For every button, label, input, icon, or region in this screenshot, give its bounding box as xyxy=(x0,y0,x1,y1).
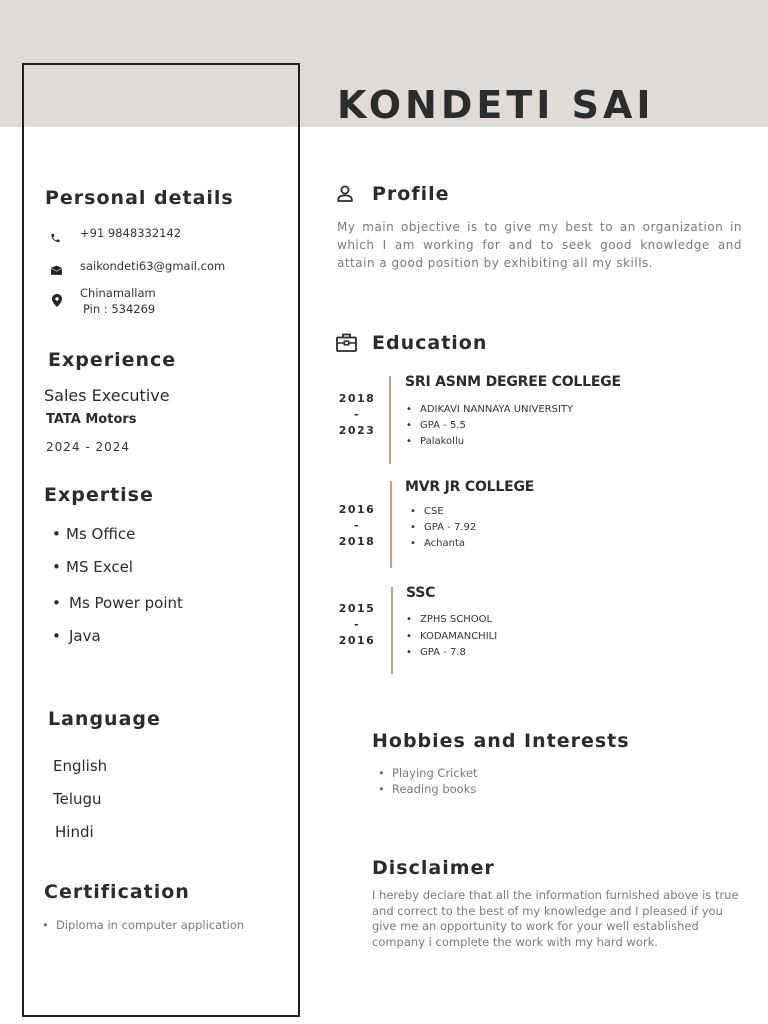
email-icon xyxy=(50,261,63,280)
timeline-line xyxy=(389,376,391,464)
list-item: • Ms Office xyxy=(52,525,183,543)
school-name: SRI ASNM DEGREE COLLEGE xyxy=(405,374,621,390)
list-item: • GPA - 7.92 xyxy=(410,520,476,536)
candidate-name: KONDETI SAI xyxy=(337,83,655,127)
experience-period: 2024 - 2024 xyxy=(46,440,131,454)
experience-company: TATA Motors xyxy=(46,412,137,427)
person-icon xyxy=(337,185,353,206)
hobbies-list xyxy=(378,765,478,797)
personal-details-heading: Personal details xyxy=(45,187,234,209)
year-end: 2018 xyxy=(338,535,376,548)
language-item: Hindi xyxy=(55,823,94,841)
experience-heading: Experience xyxy=(48,349,177,371)
education-details xyxy=(406,612,497,662)
list-item: • GPA - 5.5 xyxy=(406,418,573,434)
list-item: • KODAMANCHILI xyxy=(406,629,497,646)
timeline-line xyxy=(390,481,392,568)
year-end: 2023 xyxy=(338,424,376,437)
list-item: • Diploma in computer application xyxy=(42,918,244,932)
year-dash: - xyxy=(353,618,361,631)
disclaimer-text: I hereby declare that all the information furnished above is true and correct to the best of my knowledge and I pleased if you give me an opportunity to work for your well established company i complete the work with my hard work. xyxy=(372,888,739,949)
list-item: • ZPHS SCHOOL xyxy=(406,612,497,629)
education-details xyxy=(406,402,573,450)
list-item: • Reading books xyxy=(378,781,478,797)
year-start: 2018 xyxy=(338,392,376,405)
education-years xyxy=(337,601,377,649)
certification-heading: Certification xyxy=(44,881,190,903)
language-item: Telugu xyxy=(53,790,102,808)
language-item: English xyxy=(53,757,108,775)
list-item: • Java xyxy=(52,627,183,645)
timeline-line xyxy=(391,587,393,674)
year-start: 2015 xyxy=(338,602,376,615)
education-years xyxy=(337,502,377,550)
address-line-1: Chinamallam xyxy=(80,286,156,300)
list-item: • ADIKAVI NANNAYA UNIVERSITY xyxy=(406,402,573,418)
school-name: MVR JR COLLEGE xyxy=(405,479,535,495)
briefcase-icon xyxy=(336,333,357,356)
expertise-list xyxy=(52,525,183,645)
year-dash: - xyxy=(353,519,361,532)
list-item: • Palakollu xyxy=(406,434,573,450)
list-item: • Ms Power point xyxy=(52,594,183,612)
list-item: • Achanta xyxy=(410,536,476,552)
disclaimer-heading: Disclaimer xyxy=(372,857,495,879)
address-line-2: Pin : 534269 xyxy=(83,302,156,316)
list-item: • Playing Cricket xyxy=(378,765,478,781)
certification-list xyxy=(42,918,244,932)
list-item: • MS Excel xyxy=(52,558,183,576)
year-start: 2016 xyxy=(338,503,376,516)
location-pin-icon xyxy=(52,292,62,311)
email-address: saikondeti63@gmail.com xyxy=(80,259,226,273)
education-heading: Education xyxy=(372,332,488,354)
year-end: 2016 xyxy=(338,634,376,647)
expertise-heading: Expertise xyxy=(44,484,154,506)
phone-number: +91 9848332142 xyxy=(80,226,182,240)
profile-text: My main objective is to give my best to an organization in which I am working for and to seek good knowledge and attain a good position by exhibiting all my skills. xyxy=(337,220,742,270)
phone-icon xyxy=(50,229,61,248)
language-heading: Language xyxy=(48,708,161,730)
hobbies-heading: Hobbies and Interests xyxy=(372,730,630,752)
year-dash: - xyxy=(353,408,361,421)
list-item: • CSE xyxy=(410,504,476,520)
education-details xyxy=(410,504,476,552)
list-item: • GPA - 7.8 xyxy=(406,645,497,662)
school-name: SSC xyxy=(406,585,436,601)
education-years xyxy=(337,391,377,439)
profile-heading: Profile xyxy=(372,183,450,205)
experience-role: Sales Executive xyxy=(44,386,170,405)
